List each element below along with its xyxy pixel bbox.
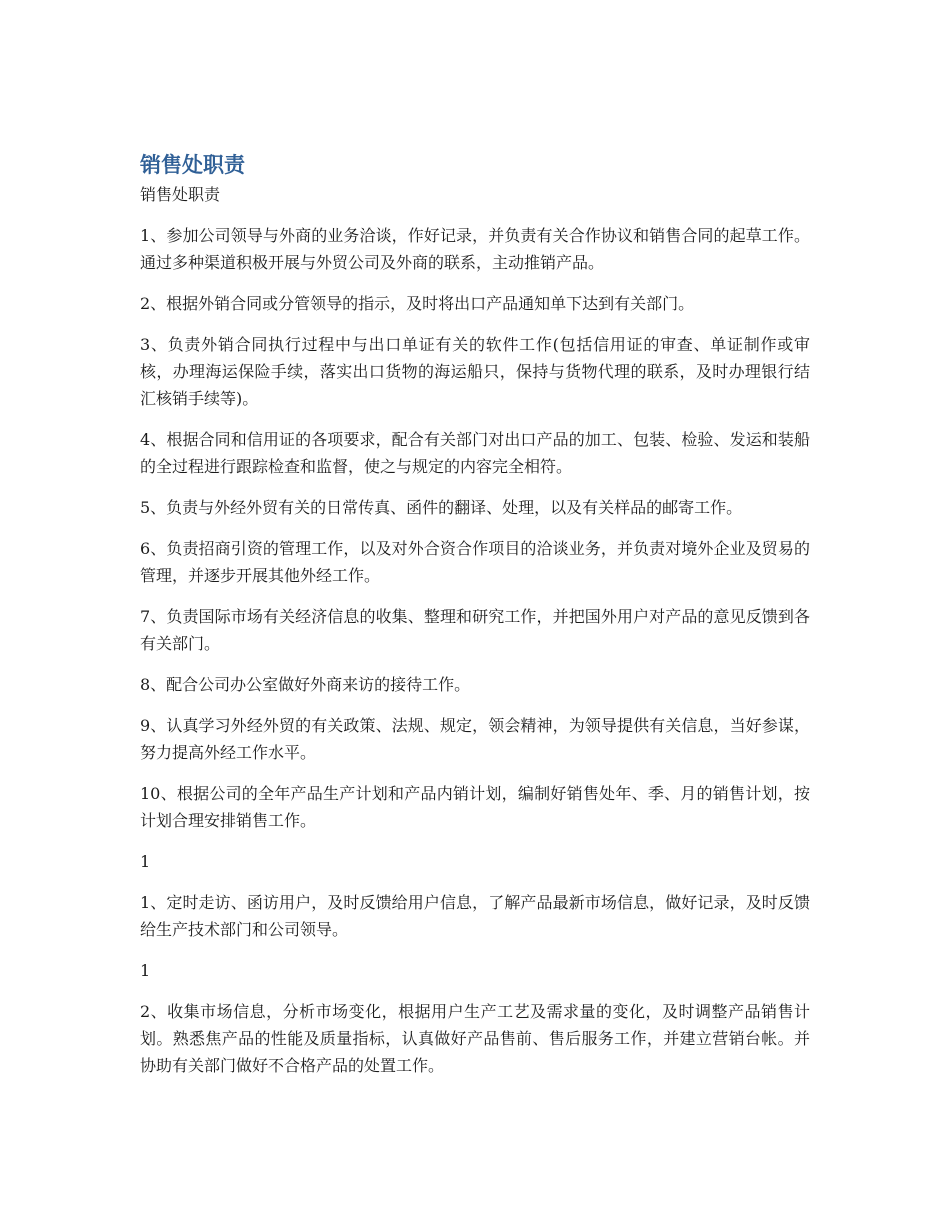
paragraph: 1、定时走访、函访用户，及时反馈给用户信息，了解产品最新市场信息，做好记录，及时反馈给生产技术部门和公司领导。 bbox=[140, 893, 810, 939]
document-title: 销售处职责 bbox=[140, 153, 245, 177]
paragraph: 3、负责外销合同执行过程中与出口单证有关的软件工作(包括信用证的审查、单证制作或审核，办理海运保险手续，落实出口货物的海运船只，保持与货物代理的联系，及时办理银行结汇核销手续等)。 bbox=[140, 335, 810, 408]
paragraph: 5、负责与外经外贸有关的日常传真、函件的翻译、处理，以及有关样品的邮寄工作。 bbox=[140, 498, 743, 517]
paragraph: 1 bbox=[140, 852, 151, 871]
paragraph: 4、根据合同和信用证的各项要求，配合有关部门对出口产品的加工、包装、检验、发运和装船的全过程进行跟踪检查和监督，使之与规定的内容完全相符。 bbox=[140, 430, 810, 476]
paragraph: 8、配合公司办公室做好外商来访的接待工作。 bbox=[140, 675, 471, 694]
paragraph: 9、认真学习外经外贸的有关政策、法规、规定，领会精神，为领导提供有关信息，当好参谋，努力提高外经工作水平。 bbox=[140, 716, 810, 762]
paragraph: 7、负责国际市场有关经济信息的收集、整理和研究工作，并把国外用户对产品的意见反馈到各有关部门。 bbox=[140, 607, 810, 653]
document-subtitle: 销售处职责 bbox=[140, 185, 221, 204]
paragraph: 10、根据公司的全年产品生产计划和产品内销计划，编制好销售处年、季、月的销售计划，按计划合理安排销售工作。 bbox=[140, 784, 810, 830]
paragraph: 1、参加公司领导与外商的业务洽谈，作好记录，并负责有关合作协议和销售合同的起草工作。通过多种渠道积极开展与外贸公司及外商的联系，主动推销产品。 bbox=[140, 226, 810, 272]
paragraph: 1 bbox=[140, 961, 151, 980]
document-page bbox=[140, 150, 810, 1079]
paragraph: 2、收集市场信息，分析市场变化，根据用户生产工艺及需求量的变化，及时调整产品销售计划。熟悉焦产品的性能及质量指标，认真做好产品售前、售后服务工作，并建立营销台帐。并协助有关部门做好不合格产品的处置工作。 bbox=[140, 1002, 810, 1075]
paragraph: 2、根据外销合同或分管领导的指示，及时将出口产品通知单下达到有关部门。 bbox=[140, 294, 695, 313]
paragraph: 6、负责招商引资的管理工作，以及对外合资合作项目的洽谈业务，并负责对境外企业及贸易的管理，并逐步开展其他外经工作。 bbox=[140, 539, 810, 585]
